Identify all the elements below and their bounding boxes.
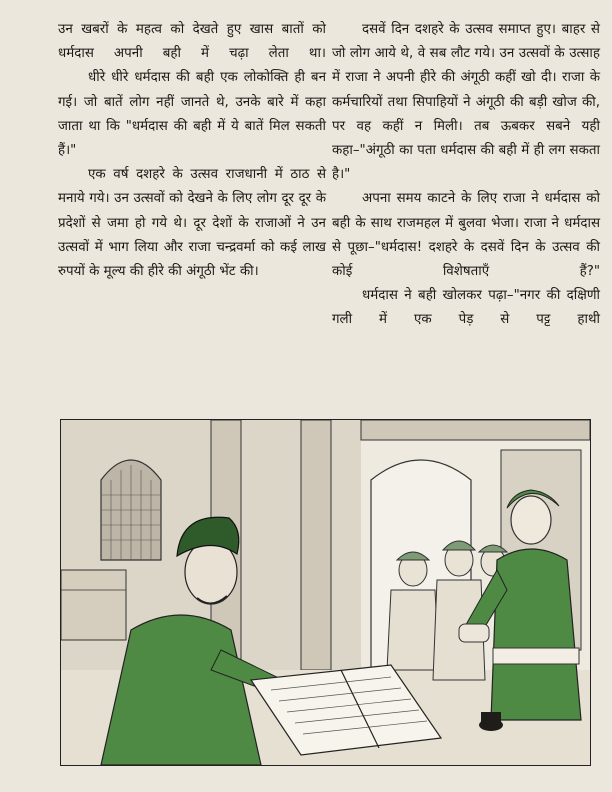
illustration-drawing [61, 420, 590, 765]
paragraph: धीरे धीरे धर्मदास की बही एक लोकोक्ति ही बन गई। जो बातें लोग नहीं जानते थे, उनके बारे में कहा जाता था कि "धर्मदास की बही में ये बातें मिल सकती हैं।" [58, 70, 326, 159]
paragraph: धर्मदास ने बही खोलकर पढ़ा–"नगर की दक्षिणी गली में एक पेड़ से पट्ट हाथी [332, 288, 600, 328]
story-illustration [60, 419, 591, 766]
left-text-column [58, 18, 326, 284]
right-text-column [332, 18, 600, 333]
paragraph: अपना समय काटने के लिए राजा ने धर्मदास को बही के साथ राजमहल में बुलवा भेजा। राजा ने धर्मदास से पूछा–"धर्मदास! दशहरे के दसवें दिन के उत्सव की कोई विशेषताएँ हैं?" [332, 191, 600, 280]
lattice-window [101, 460, 161, 560]
paragraph: दसवें दिन दशहरे के उत्सव समाप्त हुए। बाहर से जो लोग आये थे, वे सब लौट गये। उन उत्सवों के उत्साह में राजा ने अपनी हीरे की अंगूठी कहीं खो दी। राजा के कर्मचारियों तथा सिपाहियों ने अंगूठी की बड़ी खोज की, पर वह कहीं न मिली। तब ऊबकर सबने यही कहा–"अंगूठी का पता धर्मदास की बही में ही लग सकता है।" [332, 22, 600, 183]
paragraph: एक वर्ष दशहरे के उत्सव राजधानी में ठाठ से मनाये गये। उन उत्सवों को देखने के लिए लोग दूर दूर के प्रदेशों से जमा हो गये थे। दूर देशों के राजाओं ने उन उत्सवों में भाग लिया और राजा चन्द्रवर्मा को कई लाख रुपयों के मूल्य की हीरे की अंगूठी भेंट की। [58, 167, 326, 280]
paragraph: उन खबरों के महत्व को देखते हुए खास बातों को धर्मदास अपनी बही में चढ़ा लेता था। [58, 22, 326, 62]
